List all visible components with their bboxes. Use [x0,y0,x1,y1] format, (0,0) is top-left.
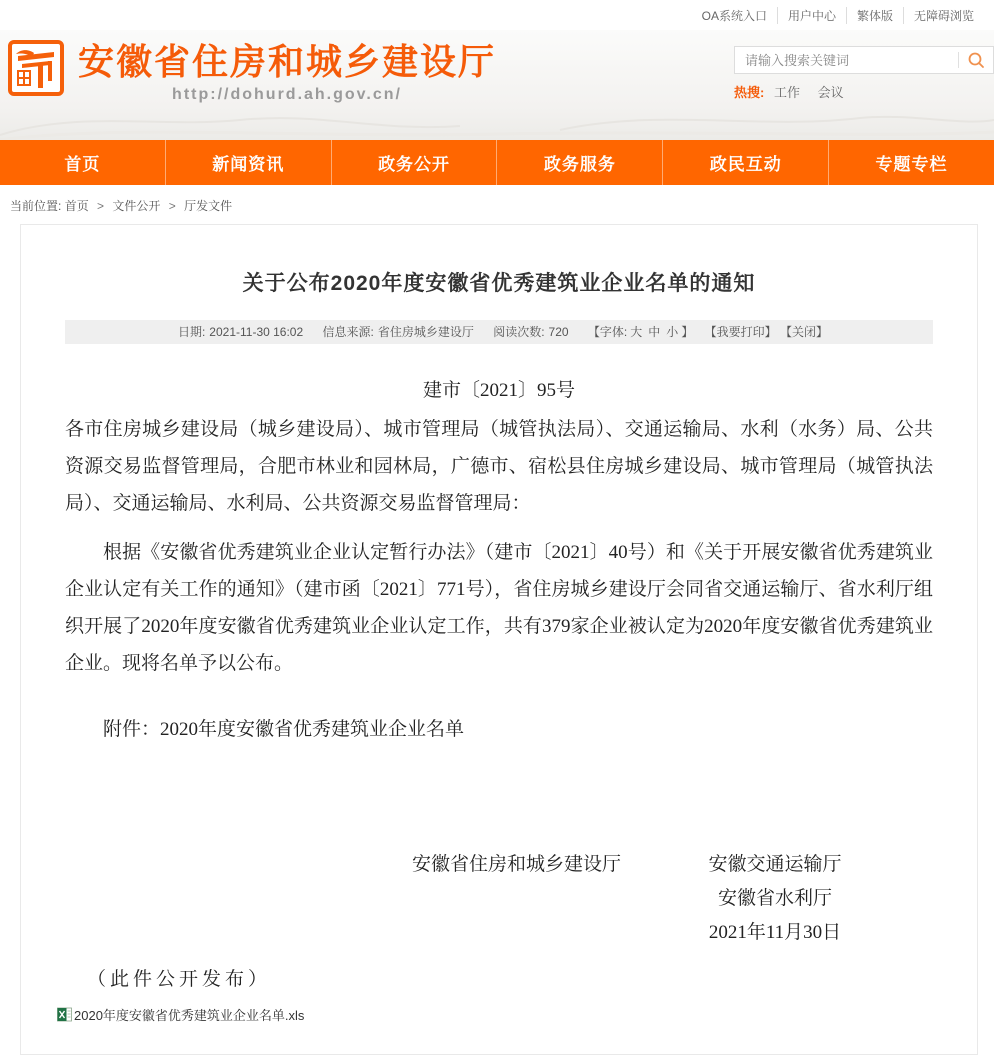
search-icon [967,51,985,69]
nav-item-interaction[interactable]: 政民互动 [662,140,828,185]
excel-file-icon [57,1007,72,1022]
attachment-reference-line: 附件：2020年度安徽省优秀建筑业企业名单 [103,719,465,740]
topbar [0,0,994,30]
site-header [0,30,994,140]
close-button[interactable]: 【关闭】 [780,325,829,339]
article-meta-bar [65,320,933,344]
font-size-control: 【字体: 大 中 小 】 [587,325,694,339]
hot-search-label: 热搜: [734,85,765,100]
hot-search-row [734,82,994,101]
attachment-download-link[interactable]: 2020年度安徽省优秀建筑业企业名单.xls [74,1008,305,1023]
meta-date: 日期: 2021-11-30 16:02 [177,325,304,339]
site-logo-icon [8,40,64,96]
document-body [65,375,933,991]
signature-org-transport: 安徽交通运输厅 [708,854,842,875]
breadcrumb-dept-files[interactable]: 厅发文件 [184,199,233,213]
site-brand[interactable] [8,40,496,104]
signature-org-water: 安徽省水利厅 [717,888,832,909]
topbar-link-traditional[interactable]: 繁体版 [846,7,903,24]
paragraph-main: 根据《安徽省优秀建筑业企业认定暂行办法》（建市〔2021〕40号）和《关于开展安徽省优秀建筑业企业认定有关工作的通知》（建市函〔2021〕771号），省住房城乡建设厅会同省交通运输厅、省水利厅组织开展了2020年度安徽省优秀建筑业企业认定工作，共有379家企业被认定为2020年度安徽省优秀建筑业企业。现将名单予以公布。 [65,542,933,674]
hot-search-link-meeting[interactable]: 会议 [817,85,844,100]
public-release-note: （此件公开发布） [87,969,272,990]
paragraph-recipients: 各市住房城乡建设局（城乡建设局）、城市管理局（城管执法局）、交通运输局、水利（水务）局、公共资源交易监督管理局，合肥市林业和园林局，广德市、宿松县住房城乡建设局、城市管理局（城管执法局）、交通运输局、水利局、公共资源交易监督管理局： [65,419,933,514]
meta-source: 信息来源: 省住房城乡建设厅 [322,325,474,339]
main-nav [0,140,994,185]
signature-date: 2021年11月30日 [708,922,842,943]
view-count: 720 [548,325,569,339]
font-size-medium-button[interactable]: 中 [648,325,661,339]
search-box [734,46,994,74]
breadcrumb-label: 当前位置: [10,199,62,213]
nav-item-special-topics[interactable]: 专题专栏 [828,140,994,185]
signature-org-housing: 安徽省住房和城乡建设厅 [412,854,622,875]
nav-item-home[interactable]: 首页 [64,155,101,174]
topbar-link-user-center[interactable]: 用户中心 [777,7,846,24]
attachment-download-row [57,1005,933,1024]
site-url: http://dohurd.ah.gov.cn/ [172,86,402,103]
breadcrumb-documents[interactable]: 文件公开 [112,199,161,213]
search-button[interactable] [959,47,993,73]
breadcrumb-separator: > [168,199,176,213]
article-container [20,224,978,1055]
font-size-large-button[interactable]: 大 [630,325,643,339]
meta-views: 阅读次数: 720 [493,325,569,339]
search-area [734,46,994,101]
breadcrumb-separator: > [97,199,105,213]
print-button[interactable]: 【我要打印】 [704,325,777,339]
article-title: 关于公布2020年度安徽省优秀建筑业企业名单的通知 [242,272,756,295]
hot-search-link-work[interactable]: 工作 [773,85,800,100]
signature-right-column [635,848,915,950]
topbar-link-oa[interactable]: OA系统入口 [701,8,767,23]
search-input[interactable] [735,47,958,73]
topbar-link-accessibility[interactable]: 无障碍浏览 [903,7,984,24]
breadcrumb [0,185,994,224]
breadcrumb-home[interactable]: 首页 [64,199,89,213]
brand-text [78,40,496,104]
font-size-small-button[interactable]: 小 [666,325,679,339]
nav-item-gov-disclosure[interactable]: 政务公开 [331,140,497,185]
signature-block [65,848,933,956]
nav-item-news[interactable]: 新闻资讯 [165,140,331,185]
site-title: 安徽省住房和城乡建设厅 [78,41,497,82]
document-number: 建市〔2021〕95号 [422,380,575,401]
nav-item-gov-services[interactable]: 政务服务 [496,140,662,185]
